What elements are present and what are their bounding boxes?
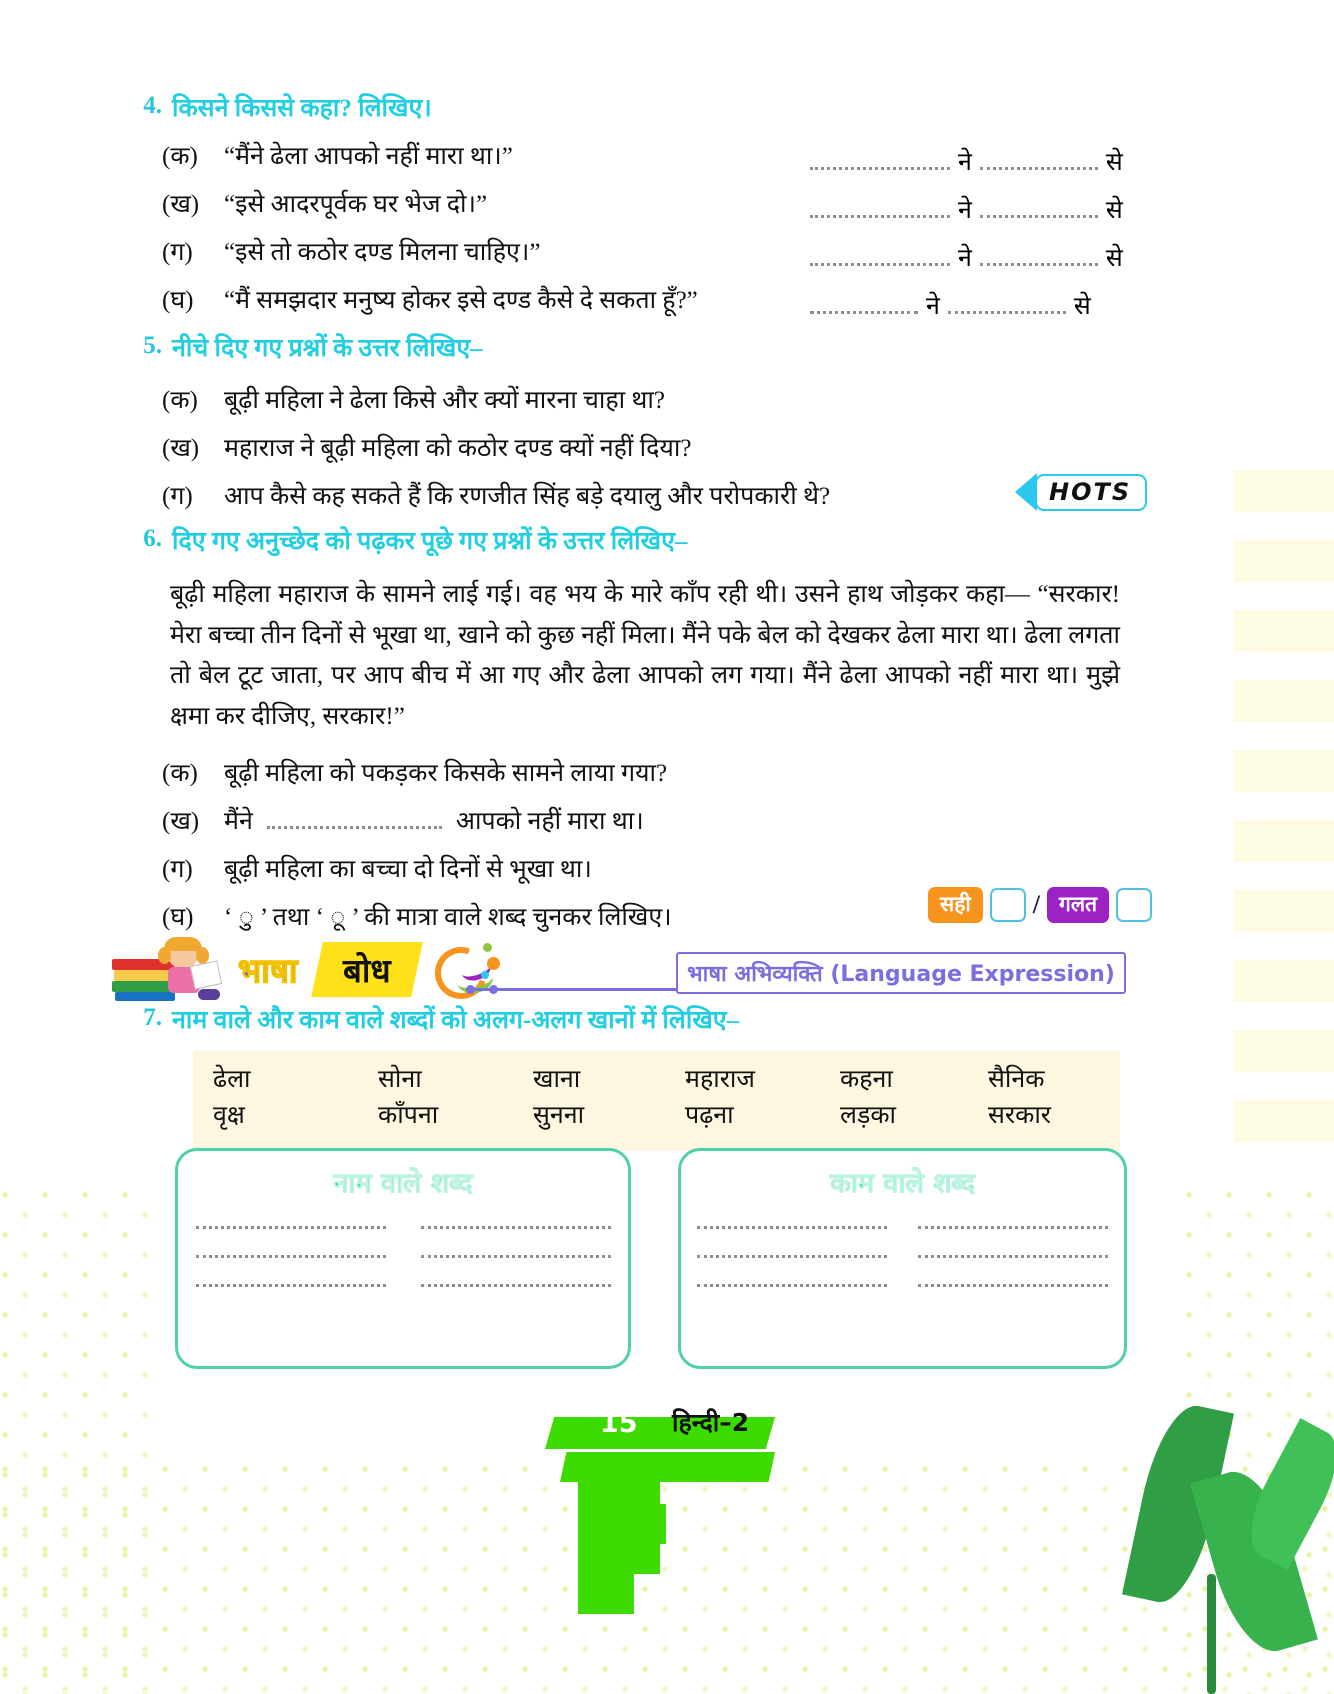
decorative-bar	[1234, 610, 1334, 652]
word-cell: वृक्ष	[213, 1102, 245, 1129]
item-text: आप कैसे कह सकते हैं कि रणजीत सिंह बड़े दयालु और परोपकारी थे?	[224, 483, 831, 510]
decorative-bar	[1234, 890, 1334, 932]
decorative-bar	[1234, 680, 1334, 722]
box-lines	[681, 1226, 1124, 1287]
false-checkbox[interactable]	[1116, 888, 1152, 922]
answer-blank[interactable]	[948, 311, 1066, 314]
answer-blank[interactable]	[980, 167, 1098, 170]
question-6	[120, 525, 1140, 947]
item-label: (ग)	[162, 856, 193, 883]
word-cell: पढ़ना	[685, 1102, 734, 1129]
question-5-heading	[120, 332, 1140, 366]
answer-blank[interactable]	[697, 1255, 887, 1258]
question-6-number: 6.	[143, 525, 162, 552]
kaam-wale-shabd-box	[678, 1148, 1127, 1369]
box-line-row	[681, 1255, 1124, 1258]
answer-blank[interactable]	[697, 1226, 887, 1229]
item-text-after: आपको नहीं मारा था।	[455, 808, 644, 835]
answer-blank[interactable]	[810, 215, 950, 218]
word-cell: ढेला	[213, 1066, 251, 1093]
decorative-bar	[1234, 960, 1334, 1002]
question-7-heading	[120, 1004, 1140, 1038]
item-label: (क)	[162, 143, 198, 170]
hots-badge	[1015, 473, 1147, 511]
decorative-bar	[1234, 470, 1334, 512]
bodh-label: बोध	[343, 950, 392, 990]
particle-se: से	[1105, 149, 1123, 176]
answer-blank[interactable]	[810, 167, 950, 170]
word-cell: काँपना	[378, 1102, 439, 1129]
word-cell: सैनिक	[988, 1066, 1045, 1093]
plant-stem	[1207, 1574, 1216, 1694]
box-line-row	[178, 1226, 628, 1229]
word-cell: कहना	[840, 1066, 893, 1093]
question-5	[120, 332, 1140, 526]
answer-blank[interactable]	[196, 1284, 386, 1287]
item-text-before: मैंने	[224, 808, 253, 835]
item-label: (क)	[162, 387, 198, 414]
language-expression-box	[676, 952, 1126, 994]
answer-blank[interactable]	[918, 1226, 1108, 1229]
item-label: (ग)	[162, 239, 193, 266]
item-text: बूढ़ी महिला को पकड़कर किसके सामने लाया गया?	[224, 760, 668, 787]
item-label: (ख)	[162, 435, 200, 462]
box-title: नाम वाले शब्द	[333, 1168, 473, 1199]
word-bank-row	[193, 1061, 1120, 1095]
particle-se: से	[1105, 245, 1123, 272]
question-6-passage: बूढ़ी महिला महाराज के सामने लाई गई। वह भय के मारे काँप रही थी। उसने हाथ जोड़कर कहा— “सरकार! मेरा बच्चा तीन दिनों से भूखा था, खाने को कुछ नहीं मिला। मैंने पके बेल को देखकर ढेला मारा था। ढेला लगता तो बेल टूट जाता, पर आप बीच में आ गए और ढेला आपको लग गया। मैंने ढेला आपको नहीं मारा था। मुझे क्षमा कर दीजिए, सरकार!”	[170, 581, 1120, 730]
item-text: ‘ ु ’ तथा ‘ ू ’ की मात्रा वाले शब्द चुनकर लिखिए।	[224, 904, 672, 931]
question-6-title: दिए गए अनुच्छेद को पढ़कर पूछे गए प्रश्नों के उत्तर लिखिए–	[172, 528, 688, 555]
particle-ne: ने	[958, 197, 972, 224]
question-4-item	[120, 138, 1140, 186]
word-cell: सरकार	[988, 1102, 1052, 1129]
answer-blank[interactable]	[697, 1284, 887, 1287]
item-text: “मैं समझदार मनुष्य होकर इसे दण्ड कैसे दे सकता हूँ?”	[224, 287, 698, 314]
question-5-number: 5.	[143, 332, 162, 359]
answer-blank[interactable]	[918, 1284, 1108, 1287]
question-6-heading	[120, 525, 1140, 559]
item-text: बूढ़ी महिला ने ढेला किसे और क्यों मारना चाहा था?	[224, 387, 665, 414]
item-label: (ख)	[162, 191, 200, 218]
box-title: काम वाले शब्द	[830, 1168, 975, 1199]
answer-blank[interactable]	[810, 311, 918, 314]
question-5-item	[162, 382, 1140, 430]
answer-blank[interactable]	[421, 1255, 611, 1258]
footer-ribbon	[560, 1452, 775, 1482]
hots-label: HOTS	[1035, 474, 1147, 511]
word-cell: लड़का	[840, 1102, 897, 1129]
answer-blank[interactable]	[980, 215, 1098, 218]
answer-blank[interactable]	[267, 826, 442, 829]
question-4-number: 4.	[143, 92, 162, 119]
word-cell: खाना	[533, 1066, 581, 1093]
particle-se: से	[1105, 197, 1123, 224]
book-name: हिन्दी–2	[672, 1408, 750, 1437]
question-4-item	[120, 234, 1140, 282]
answer-blank[interactable]	[196, 1226, 386, 1229]
word-bank	[193, 1051, 1120, 1151]
language-expression-label: भाषा अभिव्यक्ति (Language Expression)	[687, 962, 1115, 987]
decorative-bar	[1234, 820, 1334, 862]
arrow-left-icon	[1015, 473, 1037, 511]
item-label: (ग)	[162, 483, 193, 510]
item-label: (ख)	[162, 808, 200, 835]
true-false-selector	[928, 887, 1152, 923]
page-number: 15	[600, 1408, 638, 1439]
true-checkbox[interactable]	[990, 888, 1026, 922]
answer-blank[interactable]	[810, 263, 950, 266]
answer-blank[interactable]	[918, 1255, 1108, 1258]
box-line-row	[178, 1284, 628, 1287]
decorative-bar	[1234, 540, 1334, 582]
item-text: “मैंने ढेला आपको नहीं मारा था।”	[224, 143, 513, 170]
item-label: (घ)	[162, 904, 194, 931]
item-text: बूढ़ी महिला का बच्चा दो दिनों से भूखा था।	[224, 856, 592, 883]
banner-rule	[470, 988, 680, 991]
footer-ribbon	[578, 1569, 634, 1614]
question-5-item	[162, 430, 1140, 478]
true-badge: सही	[928, 887, 983, 923]
question-7-title: नाम वाले और काम वाले शब्दों को अलग-अलग खानों में लिखिए–	[172, 1007, 740, 1034]
question-4	[120, 92, 1140, 330]
answer-blank[interactable]	[421, 1226, 611, 1229]
question-5-item	[162, 478, 1140, 526]
question-7-number: 7.	[143, 1004, 162, 1031]
page-footer	[0, 1394, 1334, 1694]
particle-ne: ने	[958, 245, 972, 272]
girl-reading-books-illustration	[112, 937, 230, 1001]
bhasha-label: भाषा	[238, 950, 298, 990]
item-label: (घ)	[162, 287, 194, 314]
answer-blank[interactable]	[196, 1255, 386, 1258]
answer-blank[interactable]	[980, 263, 1098, 266]
item-text: “इसे तो कठोर दण्ड मिलना चाहिए।”	[224, 239, 541, 266]
question-6-item	[162, 803, 1140, 851]
particle-se: से	[1073, 293, 1091, 320]
particle-ne: ने	[926, 293, 940, 320]
word-cell: महाराज	[685, 1066, 755, 1093]
question-4-title: किसने किससे कहा? लिखिए।	[172, 95, 432, 122]
word-cell: सुनना	[533, 1102, 585, 1129]
box-line-row	[681, 1284, 1124, 1287]
item-text: महाराज ने बूढ़ी महिला को कठोर दण्ड क्यों नहीं दिया?	[224, 435, 692, 462]
item-label: (क)	[162, 760, 198, 787]
separator: /	[1032, 890, 1041, 919]
question-4-heading	[120, 92, 1140, 126]
item-text: “इसे आदरपूर्वक घर भेज दो।”	[224, 191, 488, 218]
bhasha-bodh-banner	[112, 938, 501, 1000]
question-5-title: नीचे दिए गए प्रश्नों के उत्तर लिखिए–	[172, 335, 483, 362]
question-6-item	[162, 755, 1140, 803]
footer-ribbon	[636, 1504, 666, 1544]
box-lines	[178, 1226, 628, 1287]
box-line-row	[681, 1226, 1124, 1229]
banner-dot	[466, 985, 475, 994]
decorative-bar	[1234, 750, 1334, 792]
decorative-bar	[1234, 1030, 1334, 1072]
answer-blank[interactable]	[421, 1284, 611, 1287]
false-badge: गलत	[1047, 887, 1109, 923]
box-line-row	[178, 1255, 628, 1258]
word-cell: सोना	[378, 1066, 422, 1093]
decorative-bar	[1234, 1100, 1334, 1142]
particle-ne: ने	[958, 149, 972, 176]
naam-wale-shabd-box	[175, 1148, 631, 1369]
question-7	[120, 1004, 1140, 1040]
question-4-item	[120, 186, 1140, 234]
word-bank-row	[193, 1097, 1120, 1131]
question-4-item	[120, 282, 1140, 330]
bodh-chip	[312, 942, 423, 997]
